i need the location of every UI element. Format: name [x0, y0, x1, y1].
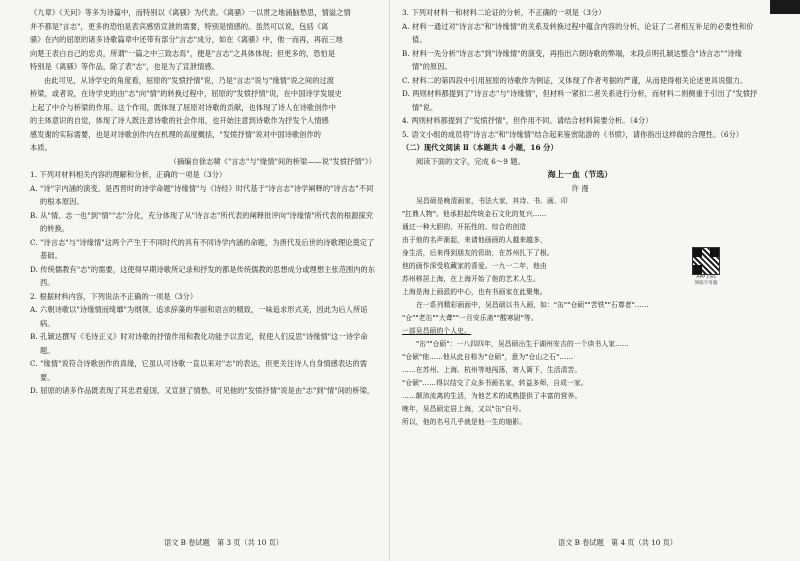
story-line: ……在苏州、上海、杭州等地闯荡，寄人篱下，生活清苦。 [402, 366, 582, 374]
reading-instruction: 阅读下面的文字，完成 6～9 题。 [416, 156, 525, 166]
q3-option-c: C. 材料二的第四段中引用屈原的诗歌作为例证，又体现了作者考据的严谨，从而使得相关论述更具说服力。 [402, 75, 748, 85]
question-5: 5. 语文小组的成员将"诗言志"和"诗缘情"结合起来鉴赏陆游的《书愤》，请你指出这样做的合理性。（6分） [402, 129, 744, 139]
qr-caption [682, 275, 730, 287]
intro-line: 向楚王表白自己的忠贞，所谓"一篇之中三致志焉"，便是"言志"之具体体现；但更多的，恐怕是 [30, 48, 336, 58]
story-line: 晚年，吴昌硕定居上海，又以"缶"自号。 [402, 405, 526, 413]
story-line: 苏州移居上海，在上海开始了他的艺术人生。 [402, 275, 540, 283]
story-line: ……颠沛流离的生活，为他艺术的成熟提供了丰富的营养。 [402, 392, 582, 400]
story-line-underlined: 一部吴昌硕的个人史。 [402, 327, 471, 335]
q1-option-c: C. "诗言志"与"诗缘情"这两个产生于不同时代的具有不同诗学内涵的命题，为唐代及后世的诗歌理论奠定了基础。 [30, 237, 375, 260]
q2-option-c: C. "缘情"说符合诗歌创作的真缘，它虽认可诗歌一直以来对"志"的表达，但更关注诗人自身情感表达的需要。 [30, 359, 368, 382]
q2-option-d: D. 屈原的诸多作品既表现了其忠君爱国，又宣泄了情愁，可见他的"发愤抒情"说是由"志"到"情"间的桥梁。 [30, 386, 375, 395]
source-citation: （摘编自徐志啸《"言志"与"缘情"间的桥梁——说"发愤抒情"》） [169, 156, 376, 166]
story-line: 由于他的名声渐起，来请他画画的人越来越多， [402, 236, 547, 244]
page-4-footer: 语文 B 卷试题 第 4 页（共 10 页） [558, 538, 677, 547]
body-line: 感发谢的实际需要，也是对诗歌创作内在机理的高度概括，"发愤抒情"说对中国诗歌创作的 [30, 129, 322, 139]
story-line: "缶""仓硕"：一八四四年，吴昌硕出生于湖州安吉的一个读书人家…… [416, 340, 629, 348]
page-3-column [30, 6, 376, 398]
story-line: "仓硕"……得以结交了众多书画名家，转益多师，自成一家。 [402, 379, 588, 387]
question-1: 1. 下列对材料相关内容的理解和分析，正确的一项是（3分） [30, 170, 227, 179]
story-line: 他的画作深受收藏家的喜爱。一九一二年，他由 [402, 262, 547, 270]
story-line: 吴昌硕是晚清画家，书法大家，其诗、书、画、印 [416, 197, 568, 205]
intro-line: 《九章》《天问》等多为诗篇中，而特别以《离骚》为代表。《离骚》一以贯之地涌脑愁思，情溢之情 [30, 8, 351, 17]
intro-line: 并不都是"言志"，更多的恐怕是表宾感悟宣泄的需要，特别是情感的。虽然可以说，包括《离 [30, 21, 329, 31]
body-line: 上起了中介与桥梁的作用。这个作用，既体现了屈原对诗歌的贡献，也体现了诗人在诗歌创作中 [30, 102, 337, 112]
story-line: "仓硕"他……他从此自称为"仓硕"，意为"仓山之石"…… [402, 353, 574, 361]
page-divider [389, 0, 390, 561]
story-line: 在一系列精彩画面中，吴昌硕以书入画，如："缶""仓硕""苦铁""石尊者"…… [416, 301, 649, 309]
corner-mark [770, 0, 800, 14]
story-line: 上海是海上画派的中心，也有书画家在此聚集。 [402, 288, 547, 296]
q1-option-a: A. "诗"字内涵的演变，是西晋时的诗学命题"诗缘情"与《诗经》时代基于"诗言志"诗学阐释的"诗言志"不同的根本原因。 [30, 183, 374, 206]
story-body [402, 195, 758, 429]
question-4: 4. 两则材料都提到了"发愤抒情"，但作用不同。请结合材料简要分析。（4分） [402, 116, 653, 125]
section-heading: （二）现代文阅读 Ⅱ（本题共 4 小题，16 分） [402, 143, 558, 152]
q3-option-d: D. 两则材料都提到了"诗言志"与"诗缘情"，但材料一紧扣二者关系进行分析，而材料二则侧重于引出了"发愤抒情"说。 [402, 89, 758, 112]
q3-option-a: A. 材料一通过对"诗言志"和"诗缘情"的关系及转换过程中蕴含内容的分析，论证了二者相互补足的必要性和价值。 [402, 21, 754, 44]
q2-option-a: A. 六朝诗歌以"诗缘情而绮靡"为纲领，追求辞藻的华丽和语言的精致，一味追求形式美，因此为后人所诟病。 [30, 305, 368, 328]
story-line: "扛鼎人物"。他承担起传统金石文化的复兴…… [402, 210, 547, 218]
page-3-footer: 语文 B 卷试题 第 3 页（共 10 页） [164, 538, 283, 547]
q2-option-b: B. 孔颖达撰写《毛诗正义》时对诗歌的抒情作用和教化功能予以肯定，促使人们反思"诗缘情"这一诗学命题。 [30, 332, 368, 355]
qr-caption-line: APP 扫码 [696, 275, 716, 280]
qr-code-icon[interactable] [692, 247, 720, 275]
story-line: 身生活，后来得到朋友的资助，在苏州扎下了根。 [402, 249, 554, 257]
body-line: 桥梁，或者说，在诗学史的由"志"向"情"的转换过程中，屈原的"发愤抒情"说，在中国诗学发展史 [30, 89, 342, 98]
story-line: "仓""老缶""大聋""一月安乐斋""酸寒尉"等。 [402, 314, 538, 322]
intro-line: 特别是《离骚》等作品，除了表"志"，也是为了宣泄情感。 [30, 62, 220, 71]
body-line: 本质。 [30, 143, 52, 152]
story-author: 许 漫 [571, 183, 589, 193]
question-2: 2. 根据材料内容，下列说法不正确的一项是（3分） [30, 291, 198, 301]
question-3: 3. 下列对材料一和材料二论证的分析，不正确的一项是（3分） [402, 8, 606, 17]
story-title: 海上一血（节选） [547, 169, 613, 179]
body-line: 由此可见，从诗学史的角度看，屈原的"发愤抒情"说，乃是"言志"说与"缘情"说之间的过渡 [44, 75, 335, 85]
q1-option-d: D. 传统儒教有"志"的需要，这使得早期诗歌所记录和抒发的都是传统儒教的思想成分或理想主张范围内的东西。 [30, 264, 376, 287]
story-line: 所以，他的名号几乎就是他一生的缩影。 [402, 418, 527, 426]
q3-option-b: B. 材料一先分析"诗言志"到"诗缘情"的演变，再指出六朝诗歌的弊端，末段点明孔颖达整合"诗言志""诗缘情"的原因。 [402, 48, 743, 71]
intro-line: 骚》在内的屈原的诸多诗歌篇章中还带有部分"言志"成分，如在《离骚》中，他一而再，再而三地 [30, 35, 343, 44]
story-line: 通过一种大胆的、开拓性的、综合的创造 [402, 223, 527, 231]
body-line: 的主体意识的自觉，体现了诗人既注意诗歌的社会作用，也开始注意到诗歌作为抒发个人情感 [30, 116, 329, 125]
qr-caption-line: 领取字母题 [694, 281, 718, 286]
page-4-column [402, 6, 758, 429]
q1-option-b: B. 从"情、志一也"到"情""志"分化，充分体现了从"诗言志"所代表的阐释批评向"诗缘情"所代表的根源探究的转换。 [30, 210, 374, 233]
